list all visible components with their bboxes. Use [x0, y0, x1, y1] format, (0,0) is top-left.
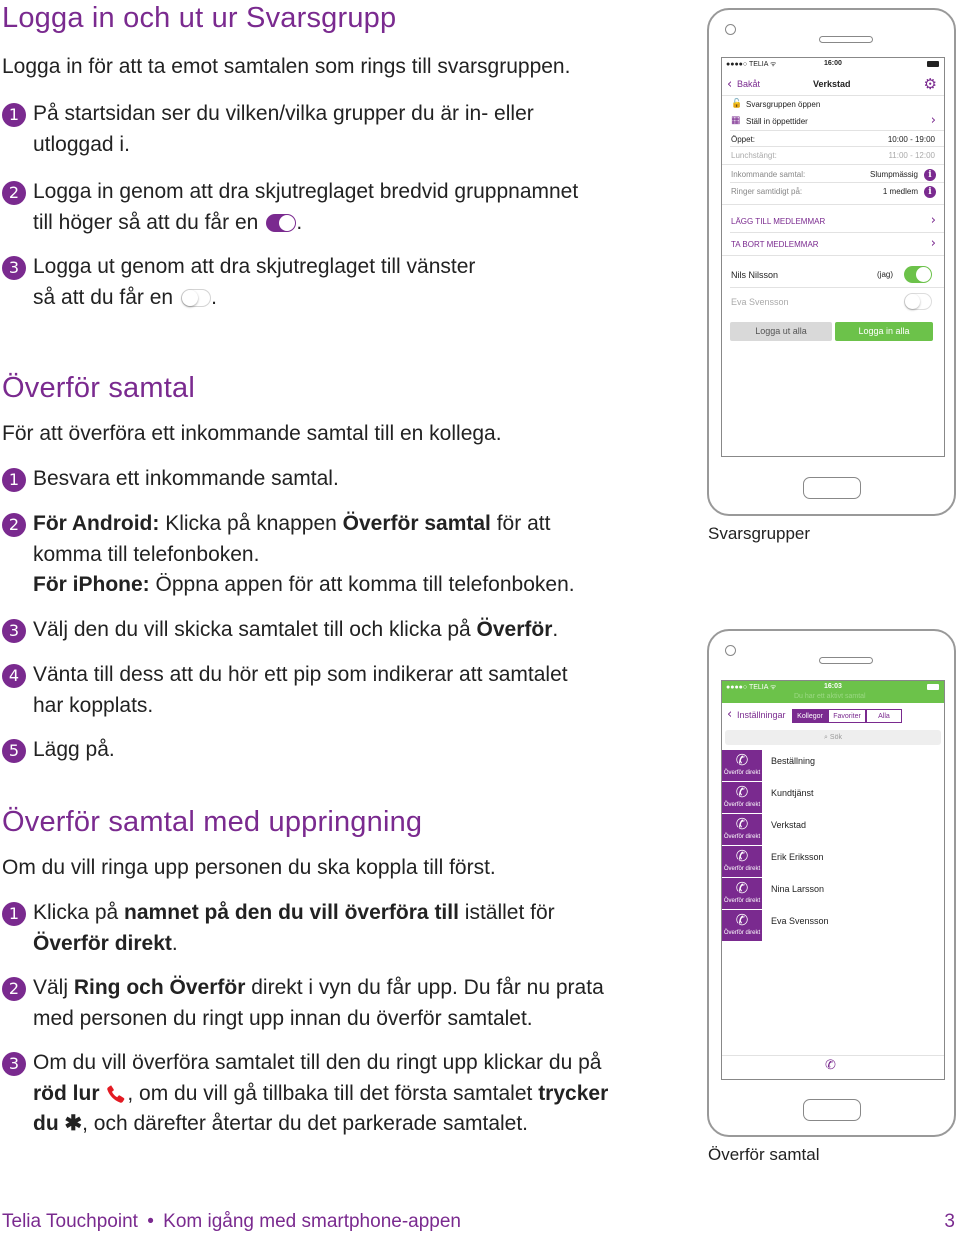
- login-all-button[interactable]: Logga in alla: [835, 322, 933, 341]
- step-number: 1: [2, 468, 26, 492]
- caption-groups: Svarsgrupper: [708, 524, 811, 543]
- list-item[interactable]: ✆ Överför direkt Beställning: [722, 750, 944, 782]
- transfer-person-icon: ✆: [735, 783, 749, 801]
- calendar-icon: ▦: [731, 115, 741, 126]
- back-button[interactable]: Bakåt: [737, 79, 761, 89]
- logout-all-button[interactable]: Logga ut alla: [730, 322, 832, 341]
- camera-icon: [725, 645, 736, 656]
- intro-login: Logga in för att ta emot samtalen som rings till svarsgruppen.: [2, 55, 571, 78]
- list-item[interactable]: ✆ Överför direkt Verkstad: [722, 814, 944, 846]
- step-number: 3: [2, 619, 26, 643]
- step-number: 5: [2, 739, 26, 763]
- intro-transfer-with-call: Om du vill ringa upp personen du ska koppla till först.: [2, 856, 496, 879]
- heading-login-logout: Logga in och ut ur Svarsgrupp: [2, 2, 397, 34]
- chevron-right-icon: ›: [930, 213, 936, 228]
- step-number: 3: [2, 1052, 26, 1076]
- speaker-grille: [819, 657, 873, 664]
- transfer-direct-button[interactable]: ✆ Överför direkt: [722, 782, 762, 813]
- home-button: [803, 1099, 861, 1121]
- info-icon[interactable]: i: [924, 186, 936, 198]
- step-number: 3: [2, 256, 26, 280]
- search-input[interactable]: ⌕ Sök: [725, 730, 941, 745]
- list-item[interactable]: ✆ Överför direkt Eva Svensson: [722, 910, 944, 942]
- transfer-direct-button[interactable]: ✆ Överför direkt: [722, 750, 762, 781]
- speaker-grille: [819, 36, 873, 43]
- step-number: 2: [2, 513, 26, 537]
- red-phone-icon: [105, 1083, 127, 1105]
- transfer-direct-button[interactable]: ✆ Överför direkt: [722, 910, 762, 941]
- tab-all[interactable]: Alla: [866, 709, 902, 723]
- chevron-right-icon: ›: [930, 113, 936, 128]
- list-item[interactable]: ✆ Överför direkt Nina Larsson: [722, 878, 944, 910]
- battery-icon: [927, 684, 939, 690]
- list-item[interactable]: ✆ Överför direkt Erik Eriksson: [722, 846, 944, 878]
- heading-transfer-call: Överför samtal: [2, 372, 195, 404]
- phone-screen-groups: ●●●●○ TELIA ᯤ 16:00 ‹ Bakåt Verkstad ⚙ 🔓 Svarsgruppen öppen ▦ Ställ in öppettider › Öppet: 10:00 - 19:00 Lunchstängt: 11:00 - 12:00 Inkommande samtal: Slumpmässig i Ringer samtidigt på: 1 medlem i LÄGG TILL MEDLEMMAR › TA BORT MEDLEMMAR › Nils Nilsson (jag) Eva Svensson Logga ut alla Logga in alla: [721, 57, 945, 457]
- transfer-person-icon: ✆: [735, 847, 749, 865]
- transfer-person-icon: ✆: [735, 879, 749, 897]
- info-icon[interactable]: i: [924, 169, 936, 181]
- gear-icon[interactable]: ⚙: [923, 75, 937, 93]
- member-toggle-off[interactable]: [904, 293, 932, 310]
- tab-favorites[interactable]: Favoriter: [828, 709, 866, 723]
- step-number: 4: [2, 664, 26, 688]
- tab-colleagues[interactable]: Kollegor: [792, 709, 828, 723]
- footer: Telia Touchpoint • Kom igång med smartphone-appen: [2, 1211, 461, 1232]
- transfer-direct-button[interactable]: ✆ Överför direkt: [722, 878, 762, 909]
- home-button: [803, 477, 861, 499]
- star-key-icon: ✱: [64, 1112, 83, 1135]
- heading-transfer-with-call: Överför samtal med uppringning: [2, 806, 423, 838]
- chevron-left-icon[interactable]: ‹: [727, 707, 733, 722]
- phone-icon[interactable]: ✆: [825, 1058, 836, 1073]
- phone-screen-transfer: [721, 680, 945, 1080]
- transfer-person-icon: ✆: [735, 815, 749, 833]
- transfer-person-icon: ✆: [735, 911, 749, 929]
- step-number: 2: [2, 977, 26, 1001]
- caption-transfer: Överför samtal: [708, 1145, 820, 1164]
- active-call-banner[interactable]: Du har ett aktivt samtal: [794, 693, 866, 700]
- nav-bar: [722, 707, 944, 725]
- nav-bar: [722, 76, 944, 94]
- transfer-direct-button[interactable]: ✆ Överför direkt: [722, 814, 762, 845]
- battery-icon: [927, 61, 939, 67]
- settings-back-button[interactable]: Inställningar: [737, 710, 786, 720]
- camera-icon: [725, 24, 736, 35]
- chevron-right-icon: ›: [930, 236, 936, 251]
- page-number: 3: [944, 1211, 955, 1232]
- phone-mockup-transfer: [707, 629, 956, 1137]
- member-toggle-on[interactable]: [904, 266, 932, 283]
- step-number: 1: [2, 902, 26, 926]
- screen-title: Verkstad: [813, 79, 851, 89]
- search-icon: ⌕: [824, 733, 828, 741]
- status-bar: ●●●●○ TELIA ᯤ 16:00: [722, 58, 944, 71]
- status-bar: ●●●●○ TELIA ᯤ 16:03 Du har ett aktivt samtal: [722, 681, 944, 703]
- transfer-direct-button[interactable]: ✆ Överför direkt: [722, 846, 762, 877]
- step-number: 1: [2, 103, 26, 127]
- unlock-icon: 🔓: [731, 99, 743, 109]
- chevron-left-icon[interactable]: ‹: [727, 77, 733, 92]
- transfer-person-icon: ✆: [735, 751, 749, 769]
- toggle-off-icon: [181, 289, 211, 307]
- segmented-tabs: [792, 709, 902, 723]
- step-number: 2: [2, 181, 26, 205]
- toggle-on-icon: [266, 214, 296, 232]
- intro-transfer: För att överföra ett inkommande samtal till en kollega.: [2, 422, 502, 445]
- list-item[interactable]: ✆ Överför direkt Kundtjänst: [722, 782, 944, 814]
- phone-mockup-groups: [707, 8, 956, 516]
